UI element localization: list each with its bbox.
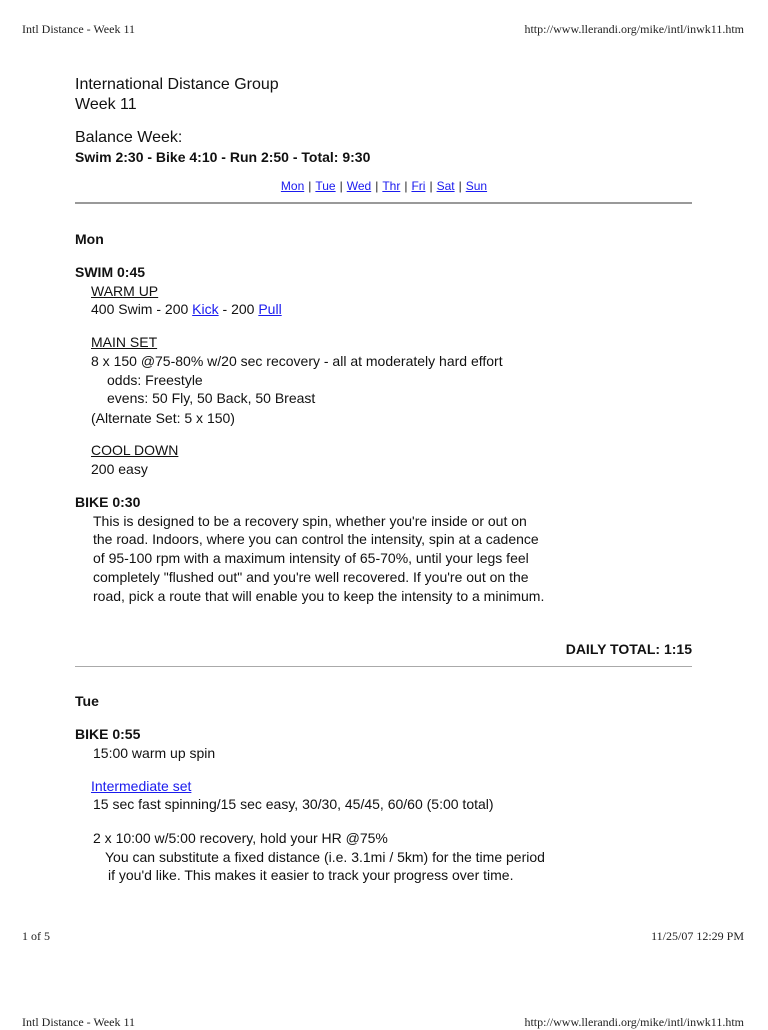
header-divider bbox=[75, 202, 692, 204]
day-heading-mon: Mon bbox=[75, 231, 104, 247]
nav-link-thr[interactable]: Thr bbox=[382, 179, 401, 193]
cooldown-label: COOL DOWN bbox=[91, 442, 179, 458]
bike-desc-line: the road. Indoors, where you can control the intensity, spin at a cadence bbox=[93, 531, 539, 547]
nav-link-tue[interactable]: Tue bbox=[315, 179, 336, 193]
nav-separator: | bbox=[308, 179, 312, 193]
cooldown-text: 200 easy bbox=[91, 461, 148, 477]
group-title: International Distance Group bbox=[75, 76, 279, 93]
mainset-odds: odds: Freestyle bbox=[107, 372, 203, 388]
nav-link-mon[interactable]: Mon bbox=[280, 179, 305, 193]
intermediate-set-link[interactable]: Intermediate set bbox=[91, 778, 192, 794]
nav-separator: | bbox=[375, 179, 379, 193]
interval-note-line: You can substitute a fixed distance (i.e. 3.1mi / 5km) for the time period bbox=[105, 849, 545, 865]
interval-line: 2 x 10:00 w/5:00 recovery, hold your HR @75% bbox=[93, 830, 388, 846]
kick-link[interactable]: Kick bbox=[192, 301, 219, 317]
nav-separator: | bbox=[339, 179, 343, 193]
nav-link-fri[interactable]: Fri bbox=[411, 179, 426, 193]
bike-desc-line: This is designed to be a recovery spin, whether you're inside or out on bbox=[93, 513, 527, 529]
mainset-evens: evens: 50 Fly, 50 Back, 50 Breast bbox=[107, 390, 316, 406]
intermediate-set-text: 15 sec fast spinning/15 sec easy, 30/30, 45/45, 60/60 (5:00 total) bbox=[93, 796, 494, 812]
print-footer-page: 1 of 5 bbox=[22, 929, 50, 943]
bike-desc-line: completely "flushed out" and you're well recovered. If you're out on the bbox=[93, 569, 529, 585]
bike-desc-line: of 95-100 rpm with a maximum intensity of 65-70%, until your legs feel bbox=[93, 550, 529, 566]
bike-heading-mon: BIKE 0:30 bbox=[75, 494, 141, 510]
mainset-label: MAIN SET bbox=[91, 334, 158, 350]
nav-separator: | bbox=[458, 179, 462, 193]
bike-warmup-text: 15:00 warm up spin bbox=[93, 745, 216, 761]
interval-note-line: if you'd like. This makes it easier to track your progress over time. bbox=[108, 867, 514, 883]
nav-link-sun[interactable]: Sun bbox=[465, 179, 488, 193]
day-divider bbox=[75, 666, 692, 667]
bike-heading-tue: BIKE 0:55 bbox=[75, 726, 141, 742]
balance-heading: Balance Week: bbox=[75, 129, 183, 146]
next-page-header-title: Intl Distance - Week 11 bbox=[22, 1015, 135, 1029]
pull-link[interactable]: Pull bbox=[258, 301, 282, 317]
alternate-set: (Alternate Set: 5 x 150) bbox=[91, 410, 235, 426]
print-header-url: http://www.llerandi.org/mike/intl/inwk11.htm bbox=[524, 22, 744, 36]
nav-link-wed[interactable]: Wed bbox=[346, 179, 372, 193]
day-nav bbox=[0, 179, 768, 193]
bike-desc-line: road, pick a route that will enable you to keep the intensity to a minimum. bbox=[93, 588, 545, 604]
week-summary: Swim 2:30 - Bike 4:10 - Run 2:50 - Total: 9:30 bbox=[75, 149, 371, 165]
swim-heading: SWIM 0:45 bbox=[75, 264, 146, 280]
warmup-text: 400 Swim - 200 Kick - 200 Pull bbox=[91, 301, 282, 317]
week-title: Week 11 bbox=[75, 96, 137, 113]
warmup-label: WARM UP bbox=[91, 283, 159, 299]
day-heading-tue: Tue bbox=[75, 693, 99, 709]
nav-link-sat[interactable]: Sat bbox=[436, 179, 455, 193]
nav-separator: | bbox=[429, 179, 433, 193]
mainset-line: 8 x 150 @75-80% w/20 sec recovery - all at moderately hard effort bbox=[91, 353, 503, 369]
next-page-header-url: http://www.llerandi.org/mike/intl/inwk11.htm bbox=[524, 1015, 744, 1029]
daily-total-mon: DAILY TOTAL: 1:15 bbox=[565, 641, 692, 657]
print-footer-datetime: 11/25/07 12:29 PM bbox=[651, 929, 744, 943]
print-header-title: Intl Distance - Week 11 bbox=[22, 22, 135, 36]
nav-separator: | bbox=[404, 179, 408, 193]
